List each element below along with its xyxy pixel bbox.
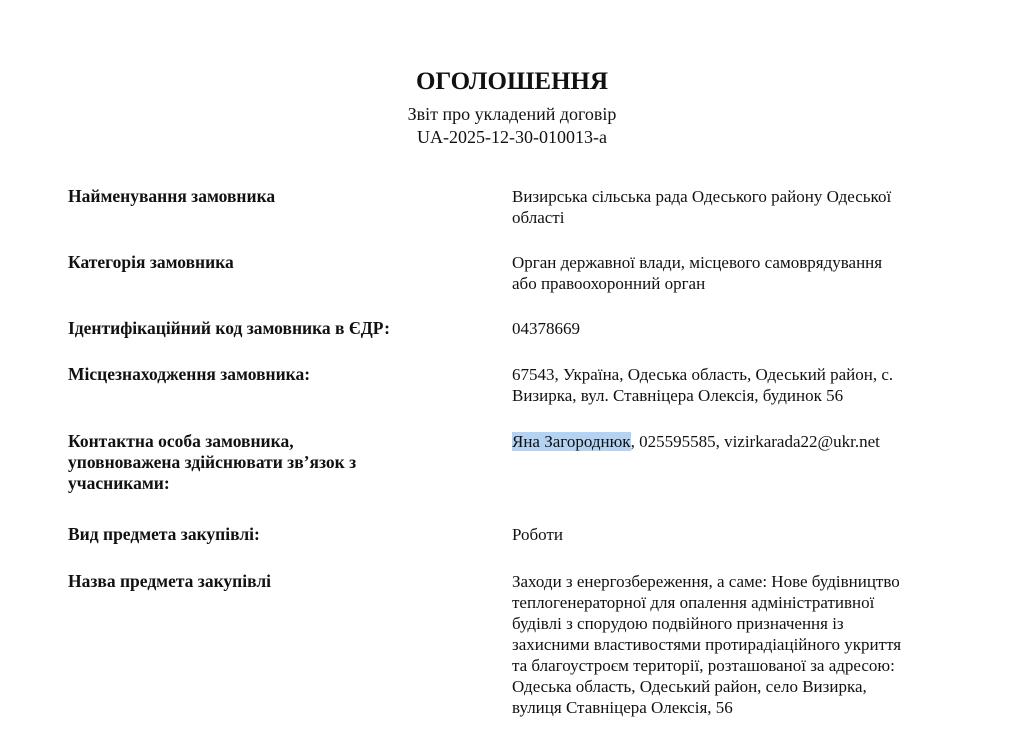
field-label	[68, 318, 468, 339]
value-line: захисними властивостями протирадіаційного укриття	[512, 635, 902, 654]
selected-contact-name[interactable]: Яна Загороднюк	[512, 432, 631, 451]
contact-details: , 025595585, vizirkarada22@ukr.net	[630, 432, 880, 451]
value-line: 04378669	[512, 319, 580, 338]
document-subtitle: Звіт про укладений договір	[407, 104, 617, 124]
value-line: Визирська сільська рада Одеського району Одеської	[512, 187, 892, 206]
label-line: Місцезнаходження замовника:	[68, 364, 311, 384]
field-label	[68, 431, 468, 494]
value-line: Одеська область, Одеський район, село Визирка,	[512, 677, 867, 696]
document-title: ОГОЛОШЕННЯ	[415, 68, 609, 95]
field-label	[68, 186, 468, 207]
field-value	[512, 252, 992, 294]
value-line: Визирка, вул. Ставніцера Олексія, будинок 56	[512, 386, 844, 405]
field-label	[68, 571, 468, 592]
value-line: та благоустроєм території, розташованої за адресою:	[512, 656, 895, 675]
label-line: Назва предмета закупівлі	[68, 571, 272, 591]
field-label	[68, 524, 468, 545]
field-value	[512, 431, 992, 452]
value-line: вулиця Ставніцера Олексія, 56	[512, 698, 733, 717]
value-line: або правоохоронний орган	[512, 274, 706, 293]
label-line: Контактна особа замовника,	[68, 431, 294, 451]
value-line: теплогенераторної для опалення адміністративної	[512, 593, 875, 612]
field-value	[512, 186, 992, 228]
field-value	[512, 524, 992, 545]
field-value	[512, 318, 992, 339]
label-line: Категорія замовника	[68, 252, 234, 272]
value-line: Орган державної влади, місцевого самоврядування	[512, 253, 883, 272]
label-line: Вид предмета закупівлі:	[68, 524, 260, 544]
label-line: учасниками:	[68, 473, 170, 493]
field-label	[68, 364, 468, 385]
field-label	[68, 252, 468, 273]
label-line: Найменування замовника	[68, 186, 276, 206]
value-line: Роботи	[512, 525, 563, 544]
tender-id: UA-2025-12-30-010013-a	[417, 127, 607, 147]
value-line: 67543, Україна, Одеська область, Одеський район, с.	[512, 365, 894, 384]
value-line: Заходи з енергозбереження, а саме: Нове будівництво	[512, 572, 900, 591]
value-line: області	[512, 208, 565, 227]
label-line: Ідентифікаційний код замовника в ЄДР:	[68, 318, 390, 338]
field-value	[512, 571, 992, 718]
value-line: будівлі з спорудою подвійного призначення із	[512, 614, 844, 633]
field-value	[512, 364, 992, 406]
label-line: уповноважена здійснювати зв’язок з	[68, 452, 357, 472]
